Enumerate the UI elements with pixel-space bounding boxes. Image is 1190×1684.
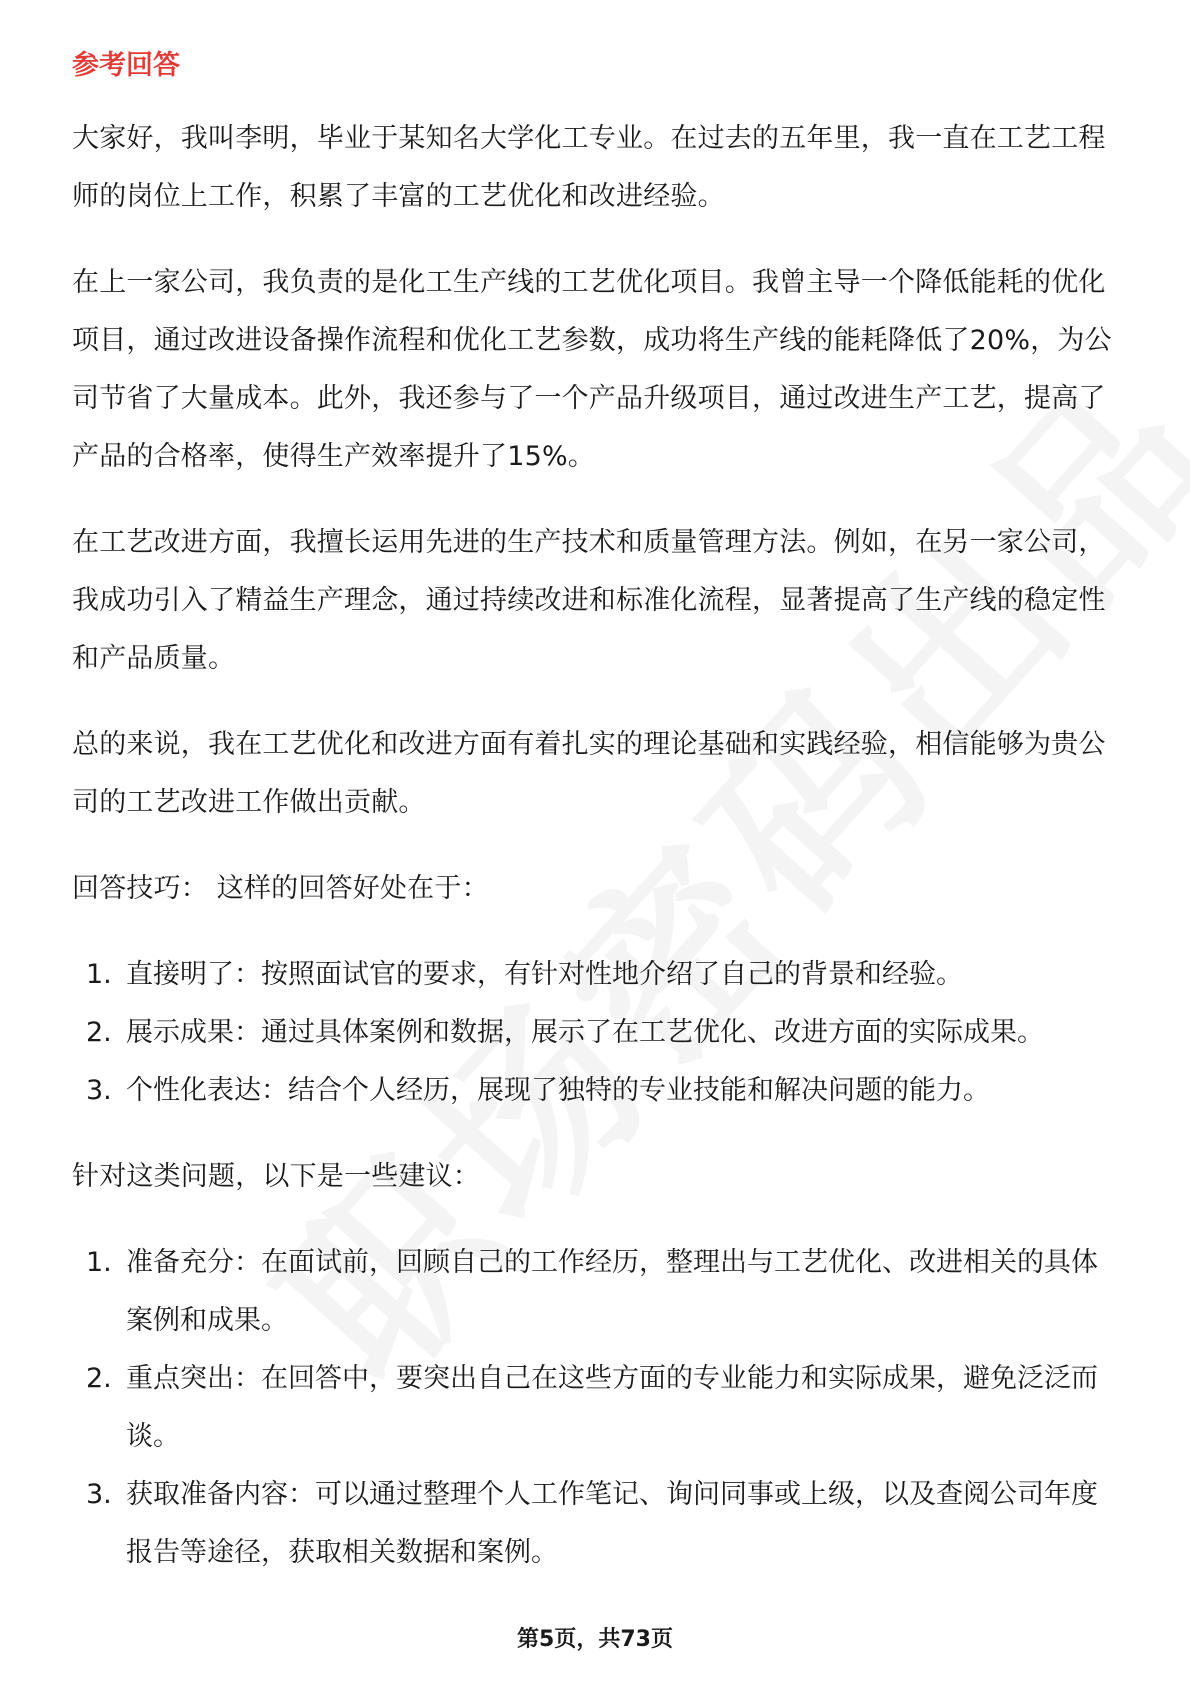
list-number: 3. (86, 1075, 112, 1106)
list-text: 重点突出：在回答中，要突出自己在这些方面的专业能力和实际成果，避免泛泛而谈。 (126, 1363, 1098, 1452)
list-item (72, 1466, 1118, 1582)
list-number: 2. (86, 1017, 112, 1048)
list-number: 1. (86, 959, 112, 990)
paragraph-experience: 在上一家公司，我负责的是化工生产线的工艺优化项目。我曾主导一个降低能耗的优化项目，通过改进设备操作流程和优化工艺参数，成功将生产线的能耗降低了20%，为公司节省了大量成本。此外，我还参与了一个产品升级项目，通过改进生产工艺，提高了产品的合格率，使得生产效率提升了15%。 (72, 267, 1112, 472)
list-text: 直接明了：按照面试官的要求，有针对性地介绍了自己的背景和经验。 (126, 959, 963, 990)
list-item (72, 1234, 1118, 1350)
paragraph-improvement: 在工艺改进方面，我擅长运用先进的生产技术和质量管理方法。例如，在另一家公司，我成功引入了精益生产理念，通过持续改进和标准化流程，显著提高了生产线的稳定性和产品质量。 (72, 527, 1106, 674)
list-number: 3. (86, 1479, 112, 1510)
paragraph-intro: 大家好，我叫李明，毕业于某知名大学化工专业。在过去的五年里，我一直在工艺工程师的岗位上工作，积累了丰富的工艺优化和改进经验。 (72, 123, 1106, 212)
list-text: 准备充分：在面试前，回顾自己的工作经历，整理出与工艺优化、改进相关的具体案例和成果。 (126, 1247, 1098, 1336)
section-heading: 参考回答 (72, 50, 180, 81)
list-item (72, 946, 1118, 1004)
list-text: 个性化表达：结合个人经历，展现了独特的专业技能和解决问题的能力。 (126, 1075, 990, 1106)
page-content (72, 46, 1118, 1610)
list-item (72, 1062, 1118, 1120)
list-text: 展示成果：通过具体案例和数据，展示了在工艺优化、改进方面的实际成果。 (126, 1017, 1044, 1048)
list-number: 2. (86, 1363, 112, 1394)
page-footer: 第5页，共73页 (517, 1627, 673, 1652)
advice-list (72, 1234, 1118, 1582)
list-item (72, 1004, 1118, 1062)
list-item (72, 1350, 1118, 1466)
list-text: 获取准备内容：可以通过整理个人工作笔记、询问同事或上级，以及查阅公司年度报告等途径，获取相关数据和案例。 (126, 1479, 1098, 1568)
tips-intro: 回答技巧： 这样的回答好处在于： (72, 873, 489, 904)
list-number: 1. (86, 1247, 112, 1278)
tips-list (72, 946, 1118, 1120)
advice-intro: 针对这类问题，以下是一些建议： (72, 1161, 480, 1192)
paragraph-summary: 总的来说，我在工艺优化和改进方面有着扎实的理论基础和实践经验，相信能够为贵公司的工艺改进工作做出贡献。 (72, 729, 1106, 818)
